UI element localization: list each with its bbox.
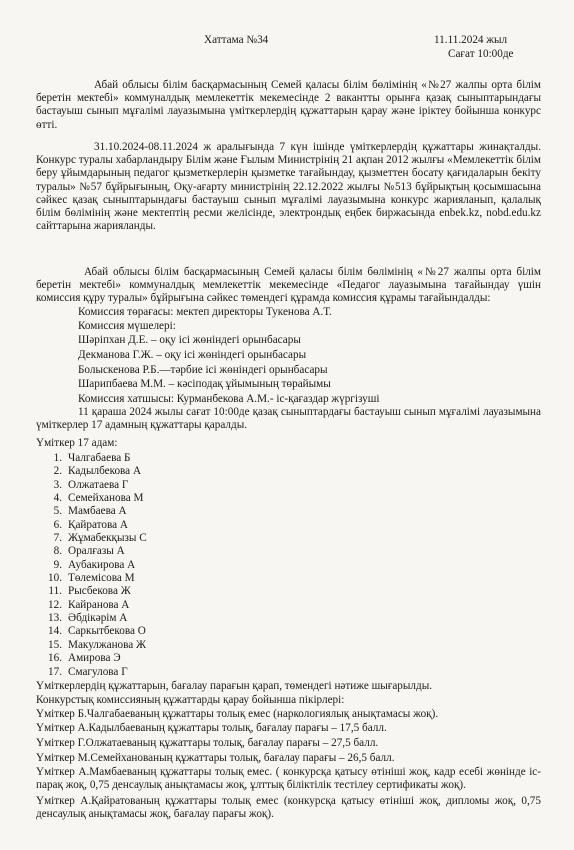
- result-line: Үміткер Б.Чалгабаеваның құжаттары толық емес (наркологиялық анықтамасы жоқ).: [36, 708, 439, 720]
- candidate-item: 15. Макулжанова Ж: [48, 638, 147, 651]
- commission-member: Болыскенова Р.Б.—тәрбие ісі жөніндегі орынбасары: [78, 364, 328, 376]
- candidate-item: 17. Смагулова Г: [48, 665, 128, 678]
- candidate-item: 2. Кадылбекова А: [53, 465, 142, 478]
- result-line: Үміткер М.Семейханованың құжаттары толық, бағалау парағы – 26,5 балл.: [36, 752, 395, 764]
- candidates-label: Үміткер 17 адам:: [36, 437, 118, 449]
- paragraph-commission: Абай облысы білім басқармасының Семей қаласы білім бөлімінің «№27 жалпы орта білім беретін мектебі» коммуналдық мемлекеттік мекемесінде «Педагог лауазымына тағайындау үшін комиссия құру туралы» бұйрығына сәйкес төмендегі құрамда комиссия құрамы тағайындалды:: [36, 266, 541, 305]
- commission-members-label: Комиссия мүшелері:: [78, 320, 176, 332]
- results-intro: Үміткерлердің құжаттарын, бағалау парағын қарап, төмендегі нәтиже шығарылды.: [36, 680, 433, 692]
- candidate-item: 10. Төлемісова М: [48, 572, 135, 585]
- result-line: Үміткер Г.Олжатаеваның құжаттары толық, бағалау парағы – 27,5 балл.: [36, 737, 379, 749]
- opinions-label: Конкурстық комиссияның құжаттарды қарау бойынша пікірлері:: [36, 694, 345, 706]
- result-line: Үміткер А.Кадылбаеваның құжаттары толық, бағалау парағы – 17,5 балл.: [36, 722, 387, 734]
- result-line: Үміткер А.Қайратованың құжаттары толық емес (конкурсқа қатысу өтініші жоқ, дипломы жоқ, 0,75 денсаулық анықтамасы жоқ, бағалау парағы жоқ).: [36, 795, 541, 821]
- candidate-item: 3. Олжатаева Г: [53, 478, 129, 491]
- paragraph-intro: Абай облысы білім басқармасының Семей қаласы білім бөлімінің «№27 жалпы орта білім беретін мектебі» коммуналдық мемлекеттік мекемесінде 2 вакантты орынға қазақ сыныптарындағы бастауыш сынып мұғалімі лауазымына үміткерлердің құжаттарын қарау және іріктеу бойынша конкурс өтті.: [36, 79, 541, 131]
- paragraph-period: 31.10.2024-08.11.2024 ж аралығында 7 күн ішінде үміткерлердің құжаттары жинақталды. Конкурс туралы хабарландыру Білім және Ғылым Министрінің 21 ақпан 2012 жылғы «Мемлекеттік білім беру ұйымдарының педагог қызметкерлерін қызметке тағайындау, қызметтен босату қағидаларын бекіту туралы» №57 бұйрығының, Оқу-ағарту министрінің 22.12.2022 жылғы №513 бұйрықтың қосымшасына сәйкес қазақ сыныптарындағы бастауыш сынып мұғалімі лауазымына конкурс жарияланып, қалалық білім бөлімінің және мектептің ресми желісінде, электрондық еңбек биржасында enbek.kz, nobd.edu.kz сайттарына жарияланды.: [36, 141, 541, 233]
- candidate-item: 5. Мамбаева А: [53, 505, 127, 518]
- commission-chair: Комиссия төрағасы: мектеп директоры Тукенова А.Т.: [78, 306, 332, 318]
- result-line: Үміткер А.Мамбаеваның құжаттары толық емес. ( конкурсқа қатысу өтініші жоқ, кадр есебі жөнінде іс-парақ жоқ, 0,75 денсаулық анықтамасы жоқ, ұлттық біліктілік тестілеу сертификаты жоқ).: [36, 766, 541, 792]
- candidate-item: 12. Кайранова А: [48, 598, 130, 611]
- protocol-time: Сағат 10:00де: [448, 48, 514, 60]
- commission-secretary: Комиссия хатшысы: Курманбекова А.М.- іс-қағаздар жүргізуші: [78, 393, 380, 405]
- meeting-text: 11 қараша 2024 жылы сағат 10:00де қазақ сыныптардағы бастауыш сынып мұғалімі лауазымына үміткерлер 17 адамның құжаттары қаралды.: [36, 406, 541, 432]
- protocol-date: 11.11.2024 жыл: [434, 34, 508, 46]
- candidate-item: 4. Семейханова М: [53, 492, 144, 505]
- candidate-list: [36, 452, 147, 679]
- commission-member: Шарипбаева М.М. – кәсіподақ ұйымының төрайымы: [78, 378, 331, 390]
- candidate-item: 16. Амирова Э: [48, 652, 121, 665]
- candidate-item: 11. Рысбекова Ж: [48, 585, 131, 598]
- candidate-item: 13. Әбдікәрім А: [48, 612, 128, 625]
- candidate-item: 9. Аубакирова А: [53, 558, 136, 571]
- commission-member: Декманова Г.Ж. – оқу ісі жөніндегі орынбасары: [78, 349, 307, 361]
- commission-member: Шәріпхан Д.Е. – оқу ісі жөніндегі орынбасары: [78, 334, 301, 346]
- candidate-item: 7. Жұмабекқызы С: [53, 532, 147, 545]
- candidate-item: 14. Саркытбекова О: [48, 625, 146, 638]
- candidate-item: 6. Қайратова А: [53, 518, 128, 531]
- candidate-item: 8. Оралғазы А: [53, 545, 125, 558]
- protocol-title: Хаттама №34: [204, 34, 269, 46]
- candidate-item: 1. Чалгабаева Б: [53, 452, 131, 464]
